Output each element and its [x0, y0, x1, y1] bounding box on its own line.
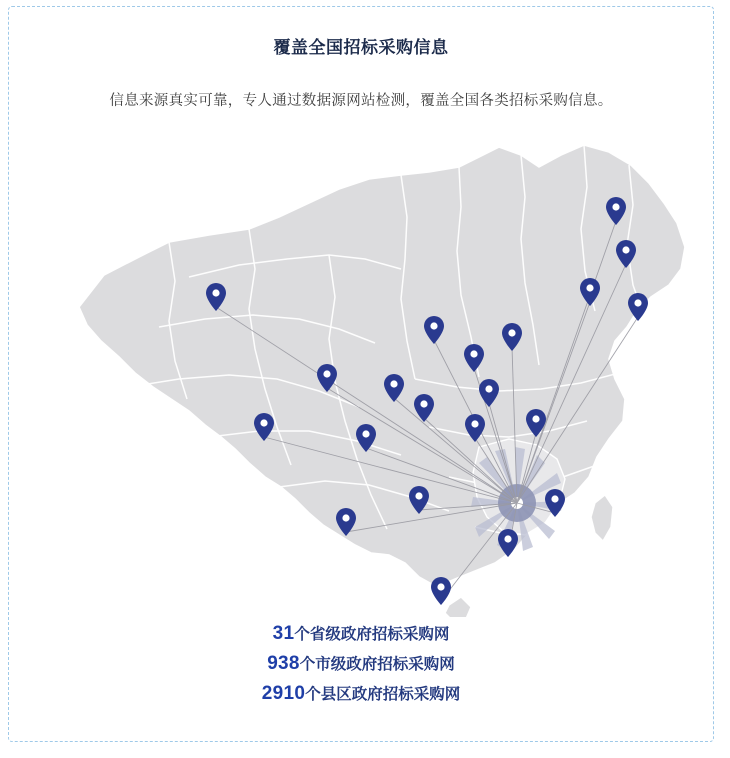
info-panel: [8, 6, 714, 742]
stat-row-province: [9, 619, 713, 649]
stat-text-county: 个县区政府招标采购网: [305, 686, 461, 703]
stat-row-county: [9, 679, 713, 709]
page-subtitle: 信息来源真实可靠，专人通过数据源网站检测，覆盖全国各类招标采购信息。: [109, 93, 613, 109]
stat-number-county: 2910: [261, 683, 306, 704]
page-title: 覆盖全国招标采购信息: [273, 38, 449, 57]
stat-number-city: 938: [267, 653, 300, 674]
stat-row-city: [9, 649, 713, 679]
china-map: [9, 127, 715, 617]
stat-text-province: 个省级政府招标采购网: [294, 626, 450, 643]
stats-list: [9, 619, 713, 709]
stat-text-city: 个市级政府招标采购网: [299, 656, 455, 673]
stat-number-province: 31: [272, 623, 295, 644]
location-pin-icon[interactable]: [431, 577, 451, 605]
